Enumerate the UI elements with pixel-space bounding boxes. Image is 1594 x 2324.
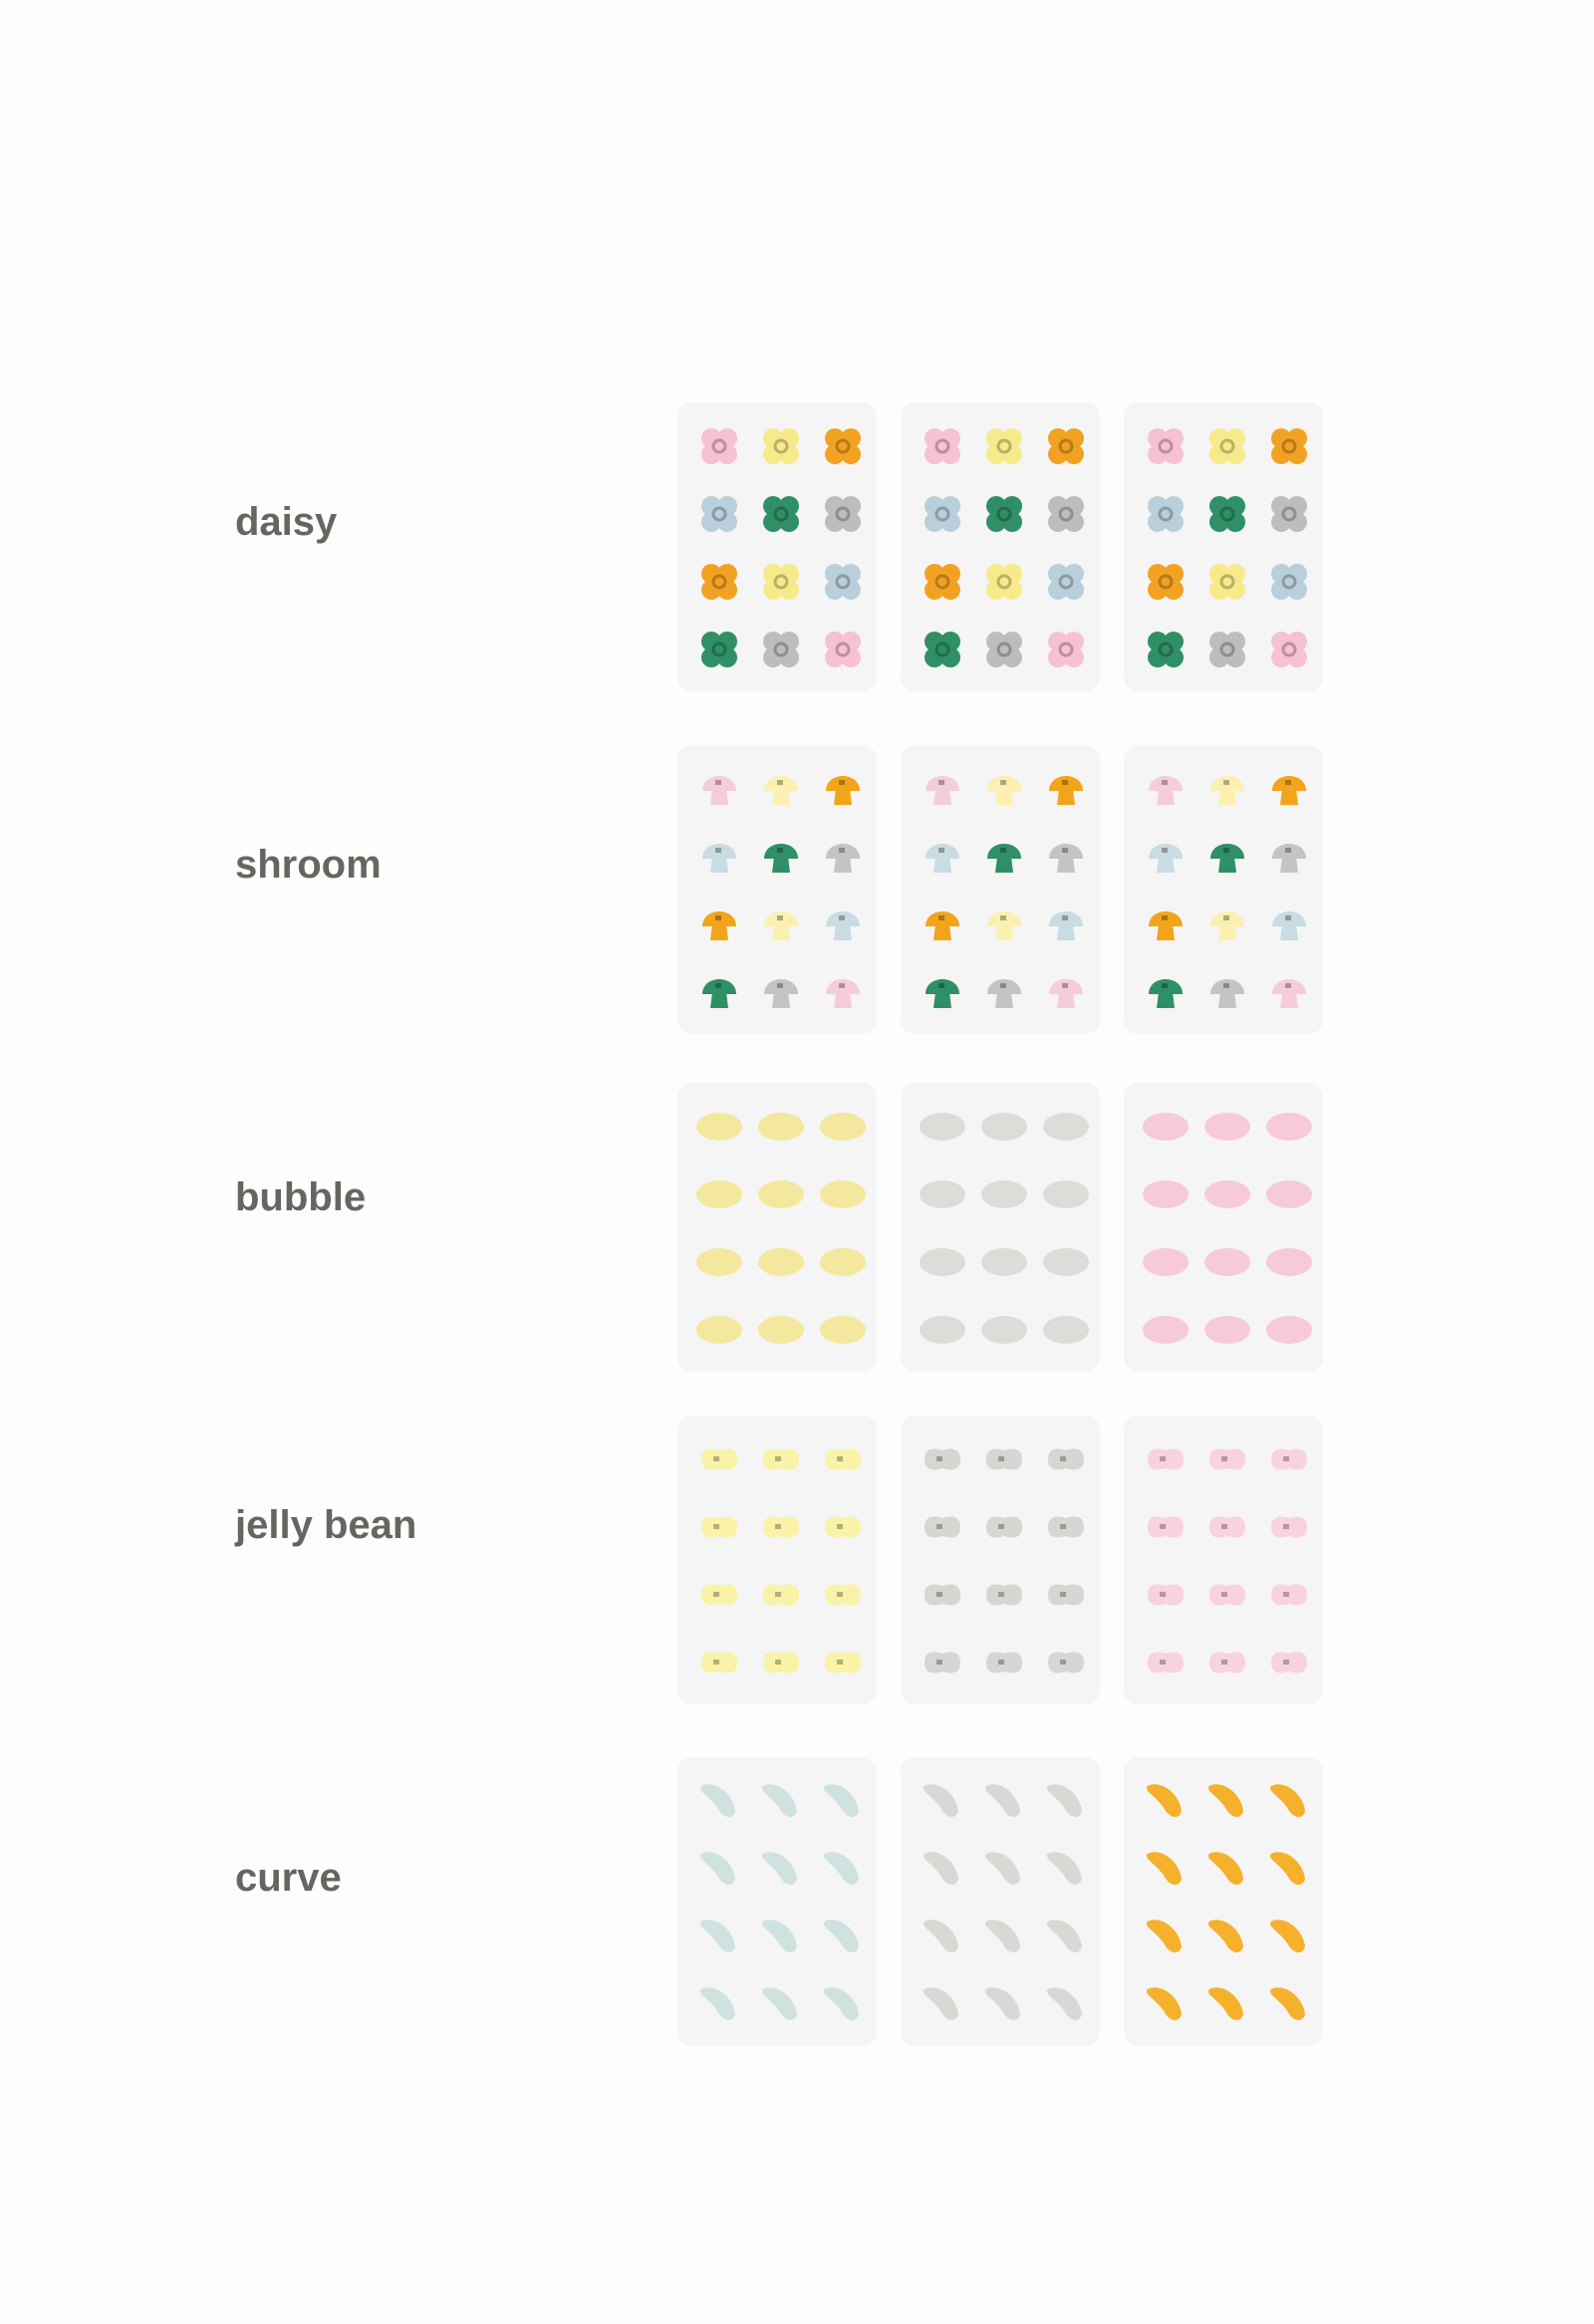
bubble-sticker xyxy=(1204,1316,1250,1344)
jelly-bean-sticker xyxy=(1148,1585,1184,1606)
bubble-sticker xyxy=(696,1248,742,1276)
jelly-bean-sticker xyxy=(701,1585,737,1606)
sticker-sheet-art xyxy=(677,1083,877,1372)
mushroom-sticker xyxy=(1049,911,1083,940)
label-shroom: shroom xyxy=(235,843,382,887)
daisy-sheet-1 xyxy=(677,402,877,691)
daisy-sticker xyxy=(763,428,799,464)
jelly-bean-sticker xyxy=(763,1517,799,1538)
jelly-bean-sheet-3 xyxy=(1124,1416,1323,1704)
jelly-bean-sticker xyxy=(925,1585,960,1606)
bubble-sticker xyxy=(1266,1316,1312,1344)
sticker-sheet-art xyxy=(901,1083,1100,1372)
sticker-sheet-art xyxy=(677,1757,877,2046)
curve-sticker xyxy=(762,1987,797,2020)
bubble-sticker xyxy=(1143,1248,1189,1276)
bubble-sticker xyxy=(820,1113,866,1141)
bubble-sticker xyxy=(1266,1248,1312,1276)
mushroom-sticker xyxy=(987,776,1021,805)
mushroom-sticker xyxy=(926,844,959,873)
jelly-bean-sticker xyxy=(1271,1517,1307,1538)
bubble-sticker xyxy=(1143,1316,1189,1344)
sticker-sheet-art xyxy=(677,402,877,691)
mushroom-sticker xyxy=(1149,979,1183,1008)
daisy-sticker xyxy=(1271,496,1307,532)
daisy-sticker xyxy=(1148,428,1184,464)
jelly-bean-sticker xyxy=(825,1517,861,1538)
daisy-sticker xyxy=(1209,632,1245,667)
jelly-bean-sticker xyxy=(1148,1449,1184,1470)
curve-sticker xyxy=(824,1852,859,1885)
mushroom-sticker xyxy=(764,776,798,805)
mushroom-sticker xyxy=(826,979,860,1008)
bubble-sticker xyxy=(1143,1113,1189,1141)
mushroom-sticker xyxy=(1272,844,1306,873)
curve-sticker xyxy=(1208,1852,1243,1885)
curve-sheet-3 xyxy=(1124,1757,1323,2046)
mushroom-sticker xyxy=(702,844,736,873)
sticker-sheet-art xyxy=(901,1757,1100,2046)
curve-sticker xyxy=(1208,1987,1243,2020)
label-bubble: bubble xyxy=(235,1175,367,1219)
daisy-sticker xyxy=(986,564,1022,600)
mushroom-sticker xyxy=(702,979,736,1008)
shroom-sheet-2 xyxy=(901,745,1100,1034)
curve-sticker xyxy=(1208,1920,1243,1952)
jelly-bean-sticker xyxy=(925,1517,960,1538)
mushroom-sticker xyxy=(1210,776,1244,805)
jelly-bean-sticker xyxy=(701,1653,737,1674)
mushroom-sticker xyxy=(1210,911,1244,940)
curve-sheet-2 xyxy=(901,1757,1100,2046)
curve-sticker xyxy=(1270,1784,1305,1817)
bubble-sticker xyxy=(758,1316,804,1344)
daisy-sticker xyxy=(1048,564,1084,600)
bubble-sticker xyxy=(1204,1113,1250,1141)
sticker-sheet-art xyxy=(1124,1757,1323,2046)
curve-sticker xyxy=(985,1920,1020,1952)
curve-sticker xyxy=(1147,1852,1182,1885)
mushroom-sticker xyxy=(1049,776,1083,805)
daisy-sticker xyxy=(1148,632,1184,667)
curve-sheet-1 xyxy=(677,1757,877,2046)
bubble-sticker xyxy=(696,1316,742,1344)
bubble-sticker xyxy=(1043,1248,1089,1276)
mushroom-sticker xyxy=(926,911,959,940)
bubble-sticker xyxy=(920,1316,965,1344)
label-jelly-bean: jelly bean xyxy=(235,1503,417,1547)
jelly-bean-sticker xyxy=(1209,1449,1245,1470)
daisy-sheet-3 xyxy=(1124,402,1323,691)
jelly-bean-sticker xyxy=(1148,1653,1184,1674)
bubble-sticker xyxy=(758,1180,804,1208)
jelly-bean-sticker xyxy=(763,1449,799,1470)
daisy-sticker xyxy=(925,632,960,667)
curve-sticker xyxy=(1147,1920,1182,1952)
curve-sticker xyxy=(985,1852,1020,1885)
sticker-sheet-art xyxy=(901,1416,1100,1704)
curve-sticker xyxy=(1270,1852,1305,1885)
daisy-sticker xyxy=(986,428,1022,464)
bubble-sticker xyxy=(1043,1316,1089,1344)
sticker-sheet-art xyxy=(901,745,1100,1034)
bubble-sticker xyxy=(1204,1248,1250,1276)
daisy-sticker xyxy=(825,428,861,464)
daisy-sticker xyxy=(1271,632,1307,667)
bubble-sticker xyxy=(1043,1180,1089,1208)
jelly-bean-sheet-1 xyxy=(677,1416,877,1704)
jelly-bean-sticker xyxy=(763,1585,799,1606)
sticker-sheet-art xyxy=(677,1416,877,1704)
mushroom-sticker xyxy=(1272,776,1306,805)
bubble-sticker xyxy=(820,1180,866,1208)
mushroom-sticker xyxy=(826,844,860,873)
daisy-sticker xyxy=(1148,564,1184,600)
mushroom-sticker xyxy=(1149,844,1183,873)
jelly-bean-sticker xyxy=(986,1653,1022,1674)
daisy-sticker xyxy=(925,564,960,600)
jelly-bean-sticker xyxy=(925,1653,960,1674)
daisy-sticker xyxy=(701,428,737,464)
jelly-bean-sticker xyxy=(986,1585,1022,1606)
jelly-bean-sticker xyxy=(1048,1449,1084,1470)
sticker-sheet-art xyxy=(1124,1083,1323,1372)
daisy-sticker xyxy=(701,564,737,600)
curve-sticker xyxy=(1208,1784,1243,1817)
bubble-sticker xyxy=(696,1113,742,1141)
jelly-bean-sticker xyxy=(701,1449,737,1470)
sticker-sheet-art xyxy=(1124,1416,1323,1704)
bubble-sticker xyxy=(758,1113,804,1141)
jelly-bean-sticker xyxy=(825,1449,861,1470)
shroom-sheet-3 xyxy=(1124,745,1323,1034)
mushroom-sticker xyxy=(926,979,959,1008)
daisy-sticker xyxy=(1271,564,1307,600)
jelly-bean-sticker xyxy=(986,1449,1022,1470)
daisy-sticker xyxy=(1048,632,1084,667)
daisy-sticker xyxy=(825,632,861,667)
curve-sticker xyxy=(824,1987,859,2020)
curve-sticker xyxy=(1147,1784,1182,1817)
curve-sticker xyxy=(1047,1987,1082,2020)
bubble-sticker xyxy=(981,1113,1027,1141)
mushroom-sticker xyxy=(1272,911,1306,940)
curve-sticker xyxy=(700,1987,735,2020)
mushroom-sticker xyxy=(764,844,798,873)
mushroom-sticker xyxy=(1149,776,1183,805)
sticker-sheet-art xyxy=(1124,402,1323,691)
sticker-sheet-art xyxy=(677,745,877,1034)
curve-sticker xyxy=(762,1920,797,1952)
curve-sticker xyxy=(1047,1920,1082,1952)
daisy-sticker xyxy=(986,632,1022,667)
daisy-sticker xyxy=(925,428,960,464)
daisy-sticker xyxy=(1209,428,1245,464)
shroom-sheet-1 xyxy=(677,745,877,1034)
curve-sticker xyxy=(985,1784,1020,1817)
jelly-bean-sticker xyxy=(986,1517,1022,1538)
curve-sticker xyxy=(824,1920,859,1952)
daisy-sticker xyxy=(1048,496,1084,532)
curve-sticker xyxy=(1270,1987,1305,2020)
jelly-bean-sticker xyxy=(925,1449,960,1470)
curve-sticker xyxy=(700,1784,735,1817)
curve-sticker xyxy=(1147,1987,1182,2020)
daisy-sheet-2 xyxy=(901,402,1100,691)
curve-sticker xyxy=(1047,1784,1082,1817)
mushroom-sticker xyxy=(826,911,860,940)
curve-sticker xyxy=(924,1784,958,1817)
jelly-bean-sticker xyxy=(1271,1449,1307,1470)
bubble-sticker xyxy=(1266,1180,1312,1208)
bubble-sheet-1 xyxy=(677,1083,877,1372)
jelly-bean-sticker xyxy=(1148,1517,1184,1538)
daisy-sticker xyxy=(1148,496,1184,532)
mushroom-sticker xyxy=(1149,911,1183,940)
jelly-bean-sticker xyxy=(701,1517,737,1538)
curve-sticker xyxy=(762,1852,797,1885)
bubble-sticker xyxy=(820,1248,866,1276)
curve-sticker xyxy=(924,1852,958,1885)
bubble-sticker xyxy=(1204,1180,1250,1208)
bubble-sticker xyxy=(758,1248,804,1276)
jelly-bean-sticker xyxy=(1209,1653,1245,1674)
jelly-bean-sticker xyxy=(763,1653,799,1674)
bubble-sticker xyxy=(696,1180,742,1208)
mushroom-sticker xyxy=(987,911,1021,940)
jelly-bean-sticker xyxy=(1048,1653,1084,1674)
curve-sticker xyxy=(762,1784,797,1817)
curve-sticker xyxy=(700,1852,735,1885)
bubble-sticker xyxy=(981,1316,1027,1344)
bubble-sticker xyxy=(920,1113,965,1141)
mushroom-sticker xyxy=(1210,844,1244,873)
mushroom-sticker xyxy=(1210,979,1244,1008)
jelly-bean-sticker xyxy=(1048,1585,1084,1606)
mushroom-sticker xyxy=(987,844,1021,873)
mushroom-sticker xyxy=(826,776,860,805)
bubble-sticker xyxy=(1266,1113,1312,1141)
bubble-sticker xyxy=(1043,1113,1089,1141)
bubble-sticker xyxy=(820,1316,866,1344)
jelly-bean-sticker xyxy=(825,1585,861,1606)
jelly-bean-sheet-2 xyxy=(901,1416,1100,1704)
daisy-sticker xyxy=(701,496,737,532)
mushroom-sticker xyxy=(702,776,736,805)
daisy-sticker xyxy=(925,496,960,532)
mushroom-sticker xyxy=(1272,979,1306,1008)
daisy-sticker xyxy=(763,564,799,600)
curve-sticker xyxy=(1270,1920,1305,1952)
daisy-sticker xyxy=(1209,496,1245,532)
curve-sticker xyxy=(1047,1852,1082,1885)
daisy-sticker xyxy=(825,496,861,532)
mushroom-sticker xyxy=(926,776,959,805)
jelly-bean-sticker xyxy=(1209,1585,1245,1606)
bubble-sheet-2 xyxy=(901,1083,1100,1372)
curve-sticker xyxy=(924,1987,958,2020)
label-daisy: daisy xyxy=(235,500,338,544)
bubble-sticker xyxy=(1143,1180,1189,1208)
mushroom-sticker xyxy=(702,911,736,940)
label-curve: curve xyxy=(235,1856,342,1900)
mushroom-sticker xyxy=(1049,844,1083,873)
bubble-sticker xyxy=(981,1248,1027,1276)
bubble-sticker xyxy=(920,1180,965,1208)
jelly-bean-sticker xyxy=(1271,1585,1307,1606)
daisy-sticker xyxy=(986,496,1022,532)
sticker-sheet-art xyxy=(1124,745,1323,1034)
daisy-sticker xyxy=(701,632,737,667)
jelly-bean-sticker xyxy=(1209,1517,1245,1538)
daisy-sticker xyxy=(763,632,799,667)
jelly-bean-sticker xyxy=(825,1653,861,1674)
jelly-bean-sticker xyxy=(1271,1653,1307,1674)
curve-sticker xyxy=(700,1920,735,1952)
bubble-sticker xyxy=(920,1248,965,1276)
mushroom-sticker xyxy=(987,979,1021,1008)
sticker-sheet-art xyxy=(901,402,1100,691)
mushroom-sticker xyxy=(764,911,798,940)
daisy-sticker xyxy=(1048,428,1084,464)
curve-sticker xyxy=(824,1784,859,1817)
jelly-bean-sticker xyxy=(1048,1517,1084,1538)
daisy-sticker xyxy=(1209,564,1245,600)
daisy-sticker xyxy=(763,496,799,532)
bubble-sticker xyxy=(981,1180,1027,1208)
curve-sticker xyxy=(985,1987,1020,2020)
curve-sticker xyxy=(924,1920,958,1952)
mushroom-sticker xyxy=(764,979,798,1008)
mushroom-sticker xyxy=(1049,979,1083,1008)
daisy-sticker xyxy=(825,564,861,600)
bubble-sheet-3 xyxy=(1124,1083,1323,1372)
daisy-sticker xyxy=(1271,428,1307,464)
